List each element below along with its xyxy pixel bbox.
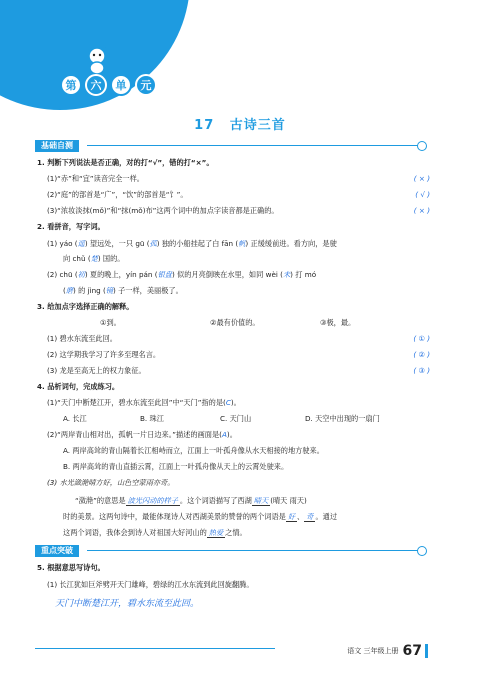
q4-answer: 热爱: [208, 528, 224, 537]
q4-answer: 好: [287, 512, 296, 521]
q4-sub-3: (3) 水光潋滟晴方好，山色空蒙雨亦奇。: [47, 478, 175, 487]
q5-answer: 天门中断楚江开，碧水东流至此回。: [55, 599, 200, 609]
q1-title: 1. 判断下列说法是否正确，对的打“√”，错的打“×”。: [37, 158, 214, 167]
lesson-name: 古诗三首: [229, 118, 286, 133]
q2-line-4: (磨) 的 jìng (镜) 子一样，美丽极了。: [63, 286, 183, 295]
unit-label: [60, 74, 160, 96]
footer-subject: 语文 三年级上册: [347, 647, 399, 655]
mascot-icon: [84, 46, 110, 76]
unit-char: 单: [110, 74, 132, 96]
section-basic-bar: [35, 140, 427, 152]
q1-item-3: (3)“浓妆淡抹(mǒ)”和“抹(mǒ)布”这两个词中的加点字读音都是正确的。: [47, 206, 279, 215]
q2-answer: 银盘: [157, 270, 172, 279]
q4-option: B. 珠江: [140, 414, 164, 423]
q3-option: ①到。: [100, 318, 121, 327]
q4-sub-1: (1)“天门中断楚江开，碧水东流至此回”中“天门”指的是(C)。: [47, 398, 241, 407]
q4-option: A. 两岸高耸的青山隔着长江相峙而立，江面上一叶孤舟像从水天相接的地方驶来。: [63, 446, 324, 455]
q4-option: B. 两岸高耸的青山直插云霄，江面上一叶孤舟像从天上的云霄处驶来。: [63, 462, 289, 471]
page-number: 67: [402, 643, 422, 659]
q4-answer: C: [225, 398, 231, 407]
q3-option: ③极，最。: [320, 318, 356, 327]
lesson-number: 17: [194, 118, 215, 133]
q2-line-1: (1) yáo (遥) 望远处，一只 gū (孤) 独的小船挂起了白 fān (帆) 正缓缓前进。看方向，是驶: [47, 239, 337, 248]
section-basic-tag: 基础自测: [35, 140, 79, 152]
q3-item-3: (3) 龙是至高无上的权力象征。: [47, 366, 146, 375]
q5-title: 5. 根据意思写诗句。: [37, 563, 105, 572]
unit-char: 六: [85, 74, 107, 96]
q1-answer-3: ( × ): [413, 206, 430, 215]
lesson-title: [0, 114, 480, 133]
q4-para-2: 时的美景。这两句诗中，最能体现诗人对西湖美景的赞誉的两个词语是 好 、 奇 。通过: [63, 512, 338, 521]
q4-option: D. 天空中出现的一扇门: [305, 414, 380, 423]
q3-answer-1: ( ① ): [413, 334, 430, 343]
section-key-tag: 重点突破: [35, 545, 79, 557]
q1-item-1: (1)“赤”和“宜”读音完全一样。: [47, 174, 144, 183]
q2-answer: 未: [282, 270, 291, 279]
unit-char: 元: [135, 74, 157, 96]
section-key-bar: [35, 545, 427, 557]
page-footer: [347, 643, 428, 659]
q4-para-1: “潋滟”的意思是 波光闪动的样子 。这个词语描写了西湖 晴天 (晴天 雨天): [75, 496, 307, 505]
q2-answer: 帆: [238, 239, 246, 248]
q2-answer: 磨: [65, 286, 74, 295]
q4-answer: A: [221, 430, 227, 439]
q4-answer: 晴天: [253, 496, 269, 505]
q1-answer-2: ( √ ): [415, 190, 430, 199]
q4-option: C. 天门山: [220, 414, 252, 423]
q2-answer: 孤: [149, 239, 157, 248]
q4-title: 4. 品析词句，完成练习。: [37, 382, 120, 391]
q2-answer: 遥: [77, 239, 85, 248]
q4-option: A. 长江: [63, 414, 87, 423]
q2-line-3: (2) chū (初) 夏的晚上，yín pán (银盘) 似的月亮倒映在水里，如同 wèi (未) 打 mó: [47, 270, 317, 279]
q2-answer: 楚: [90, 254, 98, 263]
q3-option: ②最有价值的。: [210, 318, 260, 327]
q3-title: 3. 给加点字选择正确的解释。: [37, 302, 134, 311]
q1-item-2: (2)“庭”的部首是“广”，“饮”的部首是“饣”。: [47, 190, 188, 199]
q2-line-2: 向 chǔ (楚) 国的。: [63, 254, 125, 263]
q4-para-3: 这两个词语，我体会到诗人对祖国大好河山的 热爱 之情。: [63, 528, 247, 537]
q5-item: (1) 长江犹如巨斧劈开天门雄峰，碧绿的江水东流到此回旋翻腾。: [47, 580, 254, 589]
q2-title: 2. 看拼音，写字词。: [37, 222, 105, 231]
footer-line: [35, 648, 275, 649]
q1-answer-1: ( × ): [413, 174, 430, 183]
q3-answer-3: ( ③ ): [413, 366, 430, 375]
q2-answer: 镜: [105, 286, 113, 295]
q4-answer: 奇: [306, 512, 314, 521]
unit-char: 第: [60, 74, 82, 96]
q2-answer: 初: [77, 270, 85, 279]
q4-sub-2: (2)“两岸青山相对出，孤帆一片日边来。”描述的画面是(A)。: [47, 430, 237, 439]
q4-answer: 波光闪动的样子: [127, 496, 178, 505]
q3-item-1: (1) 碧水东流至此回。: [47, 334, 117, 343]
q3-item-2: (2) 这学期我学习了许多至理名言。: [47, 350, 161, 359]
q3-answer-2: ( ② ): [413, 350, 430, 359]
